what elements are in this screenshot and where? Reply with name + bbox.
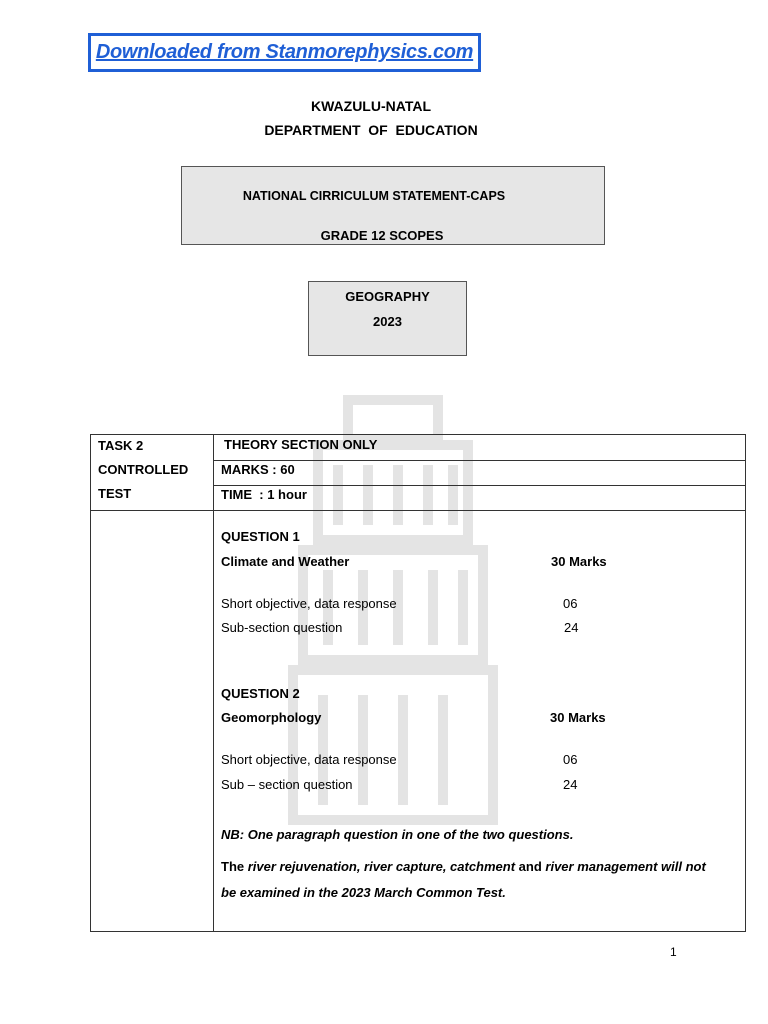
task-label: TASK 2 — [98, 438, 144, 453]
marks-label: MARKS : 60 — [221, 462, 295, 477]
note-text: and — [515, 859, 546, 874]
subject-box — [308, 281, 467, 356]
question1-item-marks: 06 — [563, 596, 578, 611]
exclusion-note-line2: be examined in the 2023 March Common Test. — [221, 885, 506, 900]
subject-year: 2023 — [373, 314, 402, 329]
download-link[interactable]: Downloaded from Stanmorephysics.com — [95, 41, 474, 63]
question2-total: 30 Marks — [550, 710, 606, 725]
exclusion-note-line1 — [221, 859, 706, 874]
question1-item-marks: 24 — [564, 620, 579, 635]
row-divider — [213, 485, 745, 486]
row-divider — [213, 460, 745, 461]
grade-scopes: GRADE 12 SCOPES — [320, 228, 444, 243]
question2-item-label: Sub – section question — [221, 777, 353, 792]
theory-section-label: THEORY SECTION ONLY — [224, 437, 378, 452]
question2-item-marks: 24 — [563, 777, 578, 792]
department-heading: DEPARTMENT OF EDUCATION — [264, 122, 478, 138]
question2-item-label: Short objective, data response — [221, 752, 397, 767]
question1-title: QUESTION 1 — [221, 529, 300, 544]
note-text: river management will not — [545, 859, 706, 874]
row-divider — [91, 510, 745, 511]
curriculum-box — [181, 166, 605, 245]
question2-topic: Geomorphology — [221, 710, 322, 725]
scope-table — [90, 434, 746, 932]
question1-item-label: Sub-section question — [221, 620, 343, 635]
question2-title: QUESTION 2 — [221, 686, 300, 701]
question1-topic: Climate and Weather — [221, 554, 350, 569]
note-text: river rejuvenation, river capture, catchment — [247, 859, 516, 874]
province-heading: KWAZULU-NATAL — [310, 98, 431, 114]
question1-total: 30 Marks — [551, 554, 607, 569]
note-text: The — [221, 859, 248, 874]
nb-note: NB: One paragraph question in one of the two questions. — [221, 827, 574, 842]
time-label: TIME : 1 hour — [221, 487, 307, 502]
page-number: 1 — [670, 945, 677, 959]
controlled-label: CONTROLLED — [98, 462, 189, 477]
question2-item-marks: 06 — [563, 752, 578, 767]
test-label: TEST — [98, 486, 132, 501]
question1-item-label: Short objective, data response — [221, 596, 397, 611]
download-banner[interactable] — [88, 33, 481, 72]
subject-title: GEOGRAPHY — [345, 289, 430, 304]
curriculum-title: NATIONAL CIRRICULUM STATEMENT-CAPS — [242, 189, 506, 203]
